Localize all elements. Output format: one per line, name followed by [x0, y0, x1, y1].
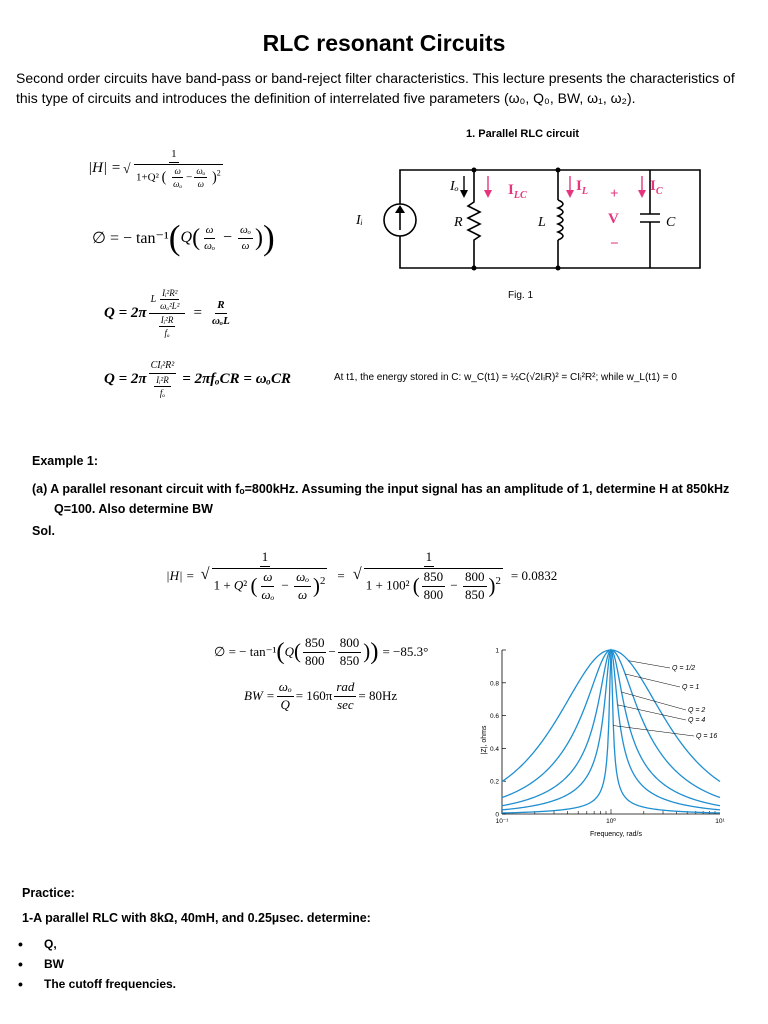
ex-H-num1: 1 [260, 550, 271, 567]
chart-ylabel: |Z|, ohms [481, 725, 488, 755]
label-IL: $I_L$ [576, 178, 588, 197]
chart-series-label: Q = 2 [688, 707, 706, 714]
ex-n800b: 800 [463, 570, 487, 587]
chart-y-tick-label: 0 [495, 811, 499, 819]
ex-bw-result: = 80Hz [358, 688, 398, 704]
label-L: L [538, 215, 546, 230]
H-wo2: ωₒ [194, 166, 207, 178]
ex-phi-result: = −85.3° [382, 644, 429, 660]
Q-result: = 2πfₒCR = ωₒCR [182, 370, 291, 387]
label-ILC: $I_{LC}$ [508, 182, 527, 201]
ex-bw-wo: ωₒ [277, 680, 294, 697]
practice-item: • Q, [16, 934, 176, 954]
phi-w1: ω [204, 224, 216, 239]
phi-label: ∅ = − tan⁻¹ [92, 230, 169, 247]
ex-phi-label: ∅ = − tan⁻¹ [214, 644, 277, 660]
formula-Q-capacitor: Q = 2π $\frac{\text{CIᵢ²R²}}{\frac{\text{Iᵢ²R}}{\text{fₒ}}}$ = 2πfₒCR = ωₒCR [104, 360, 291, 398]
ex-n800a: 800 [423, 586, 444, 602]
chart-series-pointer [625, 674, 680, 687]
H-q2: 1+Q² [135, 171, 159, 184]
practice-list [16, 934, 176, 994]
ex-phi-Q: Q [284, 644, 295, 660]
label-plus: + [610, 186, 619, 202]
figure-caption: Fig. 1 [508, 290, 534, 301]
figure-section-title: 1. Parallel RLC circuit [466, 128, 580, 140]
chart-series-line [502, 650, 720, 806]
chart-series-pointer [629, 661, 670, 668]
practice-item: • BW [16, 954, 176, 974]
ex-phi-850b: 850 [339, 652, 360, 668]
chart-y-tick-label: 0.6 [489, 713, 499, 721]
Q-eq: = [193, 304, 202, 321]
chart-series-label: Q = 4 [688, 717, 706, 724]
label-V: V [608, 211, 619, 227]
chart-series-line [502, 650, 720, 810]
example-bw-calc [244, 680, 397, 713]
formula-phase: ∅ = − tan⁻¹ ( Q ( $\frac{\omega}{\text{ωₒ}}$ − $\frac{\text{ωₒ}}{\omega}$ ) ) [92, 218, 275, 257]
example-part-a: (a) A parallel resonant circuit with fₒ=800kHz. Assuming the input signal has an amplitude of 1, determine H at 850kHz Q=100. Also determine BW [32, 482, 730, 516]
phi-Q: Q [180, 229, 193, 246]
ex-bw-Q: Q [280, 696, 290, 712]
H-w2: ω [197, 178, 204, 189]
chart-series-pointer [613, 726, 694, 736]
H-den: √ 1+Q² ( $\frac{\omega}{\text{ωₒ}}$ − $\frac{\text{ωₒ}}{\omega}$ )$^2$ [123, 163, 225, 190]
phi-wo1: ωₒ [204, 239, 215, 252]
chart-y-tick-label: 1 [495, 647, 499, 655]
intro-paragraph [16, 68, 756, 108]
H-label: |H| = [88, 160, 121, 177]
page-title: RLC resonant Circuits [262, 30, 506, 56]
resonance-chart [476, 640, 736, 845]
intro-text: Second order circuits have band-pass or band-reject filter characteristics. This lecture presents the characteristics of this type of circuits and introduces the definition of interrelated five parameters [16, 70, 735, 106]
ex-H-result: = 0.0832 [510, 568, 558, 584]
ex-bw-label: BW = [244, 688, 275, 704]
practice-item: • The cutoff frequencies. [16, 974, 176, 994]
chart-series-label: Q = 1 [682, 684, 700, 691]
label-Ii: Iᵢ [356, 213, 363, 228]
chart-x-tick-label: 10¹ [715, 818, 725, 825]
example-heading: Example 1: [32, 454, 99, 468]
H-wo1: ωₒ [173, 178, 183, 189]
chart-y-tick-label: 0.2 [489, 778, 499, 786]
ex-q-val: 1 + 100² [365, 577, 410, 593]
chart-series-line [502, 650, 720, 813]
ex-H-label: |H| = [166, 568, 195, 584]
label-C: C [666, 215, 676, 230]
Q-label: Q = 2π [104, 304, 147, 321]
chart-x-tick-label: 10⁻¹ [495, 818, 509, 825]
H-w1: ω [172, 166, 182, 178]
chart-xlabel: Frequency, rad/s [589, 831, 643, 838]
chart-y-tick-label: 0.8 [489, 680, 499, 688]
chart-y-tick-label: 0.4 [489, 745, 499, 753]
phi-w2: ω [241, 239, 250, 252]
ex-phi-850a: 850 [303, 636, 327, 653]
formula-H-magnitude [88, 148, 227, 189]
energy-note: At t1, the energy stored in C: w_C(t1) = ½C(√2IᵢR)² = CIᵢ²R²; while w_L(t1) = 0 [334, 372, 677, 383]
phi-wo2: ωₒ [238, 224, 253, 239]
ex-n850a: 850 [422, 570, 446, 587]
practice-heading: Practice: [22, 886, 75, 900]
ex-n850b: 850 [465, 586, 485, 602]
label-minus: − [610, 236, 619, 252]
example-H-calc: |H| = 1 √ 1 + Q² ( $\frac{\omega}{\text{ωₒ}}$ − $\frac{\text{ωₒ}}{\omega}$ )$^2$ = 1 √ 1 + 100² ( $\frac{850}{800}$ − $\frac{800}{850}$ )$^2$ = 0.0832 [166, 550, 557, 603]
chart-series-label: Q = 1/2 [672, 665, 696, 672]
chart-series-pointer [622, 692, 686, 710]
Q-R: R [215, 299, 226, 314]
ex-phi-800b: 800 [338, 636, 362, 653]
label-IC: $I_C$ [650, 178, 663, 197]
chart-series-label: Q = 16 [696, 733, 718, 740]
label-R: R [454, 215, 463, 230]
H-fraction [123, 148, 225, 189]
practice-problem: 1-A parallel RLC with 8kΩ, 40mH, and 0.25µsec. determine: [22, 911, 371, 925]
parallel-rlc-circuit [340, 150, 720, 280]
intro-params: (ω₀, Q₀, BW, ω₁, ω₂). [503, 90, 636, 106]
ex-bw-rad: rad [334, 680, 356, 697]
H-num: 1 [169, 148, 179, 163]
formula-Q-energy [104, 288, 234, 338]
ex-H-num2: 1 [424, 550, 435, 567]
Q2-label: Q = 2π [104, 370, 147, 387]
sol-label: Sol. [32, 524, 55, 538]
Q-woL: ωₒL [211, 314, 230, 327]
ex-phi-800a: 800 [304, 652, 325, 668]
Q-energy-frac: L $\frac{\text{Iᵢ²R²}}{\text{ωₒ²L²}}$ $\frac{\text{Iᵢ²R}}{\text{fₒ}}$ [149, 288, 186, 338]
label-Io: Iₒ [450, 179, 459, 194]
chart-x-tick-label: 10⁰ [606, 818, 616, 825]
ex-bw-mid: = 160π [295, 688, 333, 704]
example-phase-calc: ∅ = − tan⁻¹ ( Q ( $\frac{850}{800}$ − $\frac{800}{850}$ ) ) = −85.3° [214, 635, 429, 668]
ex-bw-sec: sec [337, 696, 354, 712]
